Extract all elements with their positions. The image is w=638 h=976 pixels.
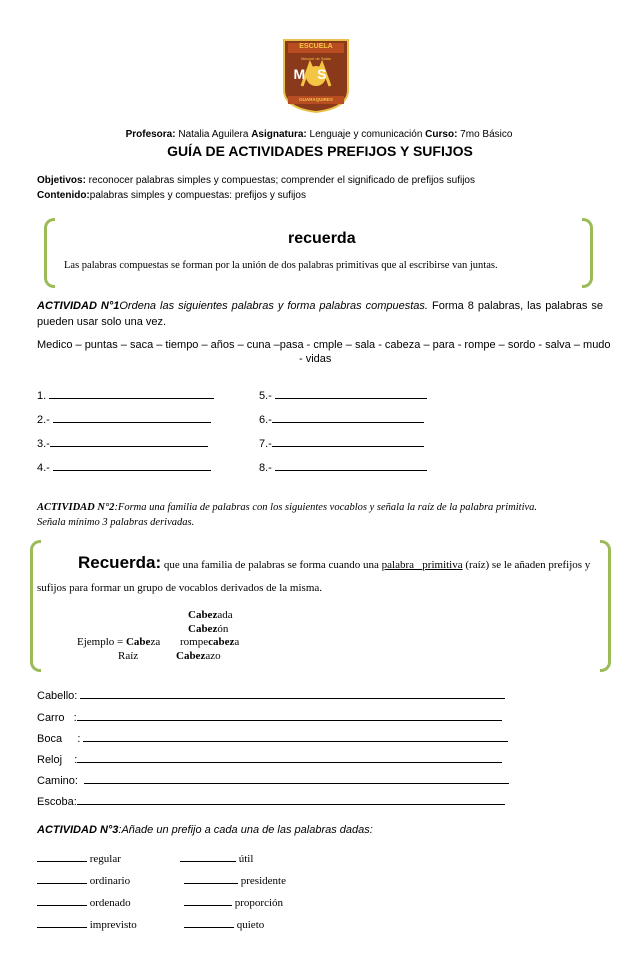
school-logo — [282, 38, 350, 114]
box1-left-bracket — [44, 218, 55, 288]
act2-line-carro[interactable] — [37, 711, 502, 724]
word: proporción — [234, 897, 284, 909]
word-label: Boca : — [37, 733, 84, 745]
box2-text-a: que una familia de palabras se forma cuando una — [161, 559, 382, 571]
act3-instruction — [37, 824, 373, 836]
answer-line[interactable] — [180, 852, 236, 862]
act3-label: ACTIVIDAD N°3 — [37, 824, 119, 836]
act1-item-5[interactable] — [259, 389, 427, 402]
answer-line[interactable] — [184, 896, 232, 906]
answer-line[interactable] — [184, 874, 238, 884]
logo-mid-text: Manuel de Salas — [301, 56, 331, 61]
act1-word-bank: Medico – puntas – saca – tiempo – años – cuna –pasa - cmple – sala - cabeza – para - rompe – sordo - salva – mudo — [37, 339, 611, 351]
logo-bottom-text: GUARAQUIRES — [299, 97, 333, 102]
box2-text — [78, 553, 590, 573]
act3-item-proporcion[interactable] — [184, 896, 283, 909]
answer-line[interactable] — [53, 461, 211, 471]
contenido-value: palabras simples y compuestas: prefijos y sufijos — [89, 190, 306, 201]
act2-line-camino[interactable] — [37, 774, 509, 787]
example-cabezada — [188, 609, 233, 621]
act1-instruction-text: Ordena las siguientes palabras y forma palabras compuestas. — [119, 300, 428, 312]
act1-item-num: 3.- — [37, 438, 50, 450]
answer-line[interactable] — [275, 461, 427, 471]
act1-item-num: 6.- — [259, 414, 272, 426]
box1-title: recuerda — [288, 230, 356, 247]
logo-initials: MS — [293, 66, 339, 82]
act3-item-ordenado[interactable] — [37, 896, 131, 909]
example-cabezon — [188, 623, 228, 635]
act2-line-reloj[interactable] — [37, 753, 502, 766]
act3-item-util[interactable] — [180, 852, 253, 865]
answer-line[interactable] — [49, 389, 214, 399]
curso-value: 7mo Básico — [457, 129, 513, 140]
act1-item-num: 2.- — [37, 414, 53, 426]
answer-line[interactable] — [184, 918, 234, 928]
act1-item-num: 4.- — [37, 462, 53, 474]
answer-line[interactable] — [37, 874, 87, 884]
answer-line[interactable] — [83, 732, 508, 742]
profesora-value: Natalia Aguilera — [175, 129, 252, 140]
act2-instruction-text: :Forma una familia de palabras con los siguientes vocablos y señala la raíz de la palabra primitiva. — [114, 502, 538, 513]
act2-label: ACTIVIDAD N°2 — [37, 502, 115, 513]
logo-top-text: ESCUELA — [299, 43, 333, 50]
box2-right-bracket — [600, 540, 611, 672]
act2-line-escoba[interactable] — [37, 795, 505, 808]
act3-item-ordinario[interactable] — [37, 874, 130, 887]
act1-item-6[interactable] — [259, 413, 424, 426]
objetivos-value: reconocer palabras simples y compuestas; comprender el significado de prefijos sufijos — [85, 175, 475, 186]
answer-line[interactable] — [77, 753, 502, 763]
box2-palabra: palabra — [381, 559, 415, 571]
answer-line[interactable] — [272, 413, 424, 423]
contenido-label: Contenido: — [37, 190, 90, 201]
act3-item-regular[interactable] — [37, 852, 121, 865]
box2-title: Recuerda: — [78, 553, 162, 572]
box2-left-bracket — [30, 540, 41, 672]
act1-item-8[interactable] — [259, 461, 427, 474]
root: cabez — [208, 636, 235, 648]
prefix: rompe — [180, 636, 209, 648]
objectives-line — [37, 175, 475, 186]
word: útil — [238, 853, 254, 865]
word-label: Escoba: — [37, 796, 77, 808]
word: presidente — [240, 875, 286, 887]
suffix: ón — [217, 623, 229, 635]
answer-line[interactable] — [275, 389, 427, 399]
word-label: Reloj : — [37, 754, 78, 766]
suffix: a — [234, 636, 240, 648]
answer-line[interactable] — [53, 413, 211, 423]
answer-line[interactable] — [84, 774, 509, 784]
act2-instruction-text2: Señala mínimo 3 palabras derivadas. — [37, 517, 195, 528]
root: Cabez — [188, 623, 218, 635]
asignatura-label: Asignatura: — [251, 129, 307, 140]
act1-item-3[interactable] — [37, 437, 208, 450]
word-label: Cabello: — [37, 690, 81, 702]
objetivos-label: Objetivos: — [37, 175, 86, 186]
word: imprevisto — [89, 919, 137, 931]
page-title: GUÍA DE ACTIVIDADES PREFIJOS Y SUFIJOS — [167, 143, 473, 159]
act3-item-imprevisto[interactable] — [37, 918, 137, 931]
act1-instruction-text2: Forma 8 palabras, las palabras se pueden usar solo una vez. — [37, 300, 603, 328]
act1-instruction — [37, 298, 603, 330]
asignatura-value: Lenguaje y comunicación — [306, 129, 426, 140]
ejemplo-root: Cabe — [125, 636, 151, 648]
suffix: azo — [205, 650, 221, 662]
ejemplo-suffix: za — [150, 636, 161, 648]
header-info — [0, 129, 638, 140]
word-label: Carro : — [37, 712, 77, 724]
word-label: Camino: — [37, 775, 85, 787]
act1-item-num: 1. — [37, 390, 50, 402]
box2-primitiva: primitiva — [422, 559, 463, 571]
contenido-line — [37, 190, 306, 201]
root: Cabez — [176, 650, 206, 662]
word: regular — [89, 853, 121, 865]
act1-word-bank-2: - vidas — [299, 353, 332, 365]
answer-line[interactable] — [37, 918, 87, 928]
act1-item-1[interactable] — [37, 389, 214, 402]
curso-label: Curso: — [425, 129, 458, 140]
root: Cabez — [188, 609, 218, 621]
word: ordinario — [89, 875, 131, 887]
example-cabezazo — [176, 650, 221, 662]
suffix: ada — [217, 609, 233, 621]
example-line — [77, 636, 160, 648]
act1-label: ACTIVIDAD N°1 — [37, 300, 120, 312]
act3-instruction-text: :Añade un prefijo a cada una de las palabras dadas: — [118, 824, 373, 836]
ejemplo-label: Ejemplo = — [77, 636, 126, 648]
example-rompecabeza — [180, 636, 239, 648]
answer-line[interactable] — [80, 689, 505, 699]
act1-item-num: 7.- — [259, 438, 272, 450]
act1-item-4[interactable] — [37, 461, 211, 474]
act2-line-cabello[interactable] — [37, 689, 505, 702]
act3-item-quieto[interactable] — [184, 918, 264, 931]
box2-text-b: (raíz) se le añaden prefijos y — [462, 559, 591, 571]
act3-item-presidente[interactable] — [184, 874, 286, 887]
word: ordenado — [89, 897, 131, 909]
act1-item-num: 5.- — [259, 390, 275, 402]
profesora-label: Profesora: — [125, 129, 176, 140]
answer-line[interactable] — [77, 795, 505, 805]
act1-item-2[interactable] — [37, 413, 211, 426]
act1-item-num: 8.- — [259, 462, 275, 474]
word: quieto — [236, 919, 265, 931]
answer-line[interactable] — [272, 437, 424, 447]
box1-right-bracket — [582, 218, 593, 288]
act2-line-boca[interactable] — [37, 732, 508, 745]
raiz-label: Raíz — [118, 650, 139, 662]
box2-text-c: sufijos para formar un grupo de vocablos derivados de la misma. — [37, 582, 323, 594]
act2-instruction — [37, 500, 607, 530]
act1-item-7[interactable] — [259, 437, 424, 450]
answer-line[interactable] — [37, 896, 87, 906]
answer-line[interactable] — [77, 711, 502, 721]
answer-line[interactable] — [50, 437, 208, 447]
box1-text: Las palabras compuestas se forman por la unión de dos palabras primitivas que al escribirse van juntas. — [64, 260, 498, 271]
answer-line[interactable] — [37, 852, 87, 862]
